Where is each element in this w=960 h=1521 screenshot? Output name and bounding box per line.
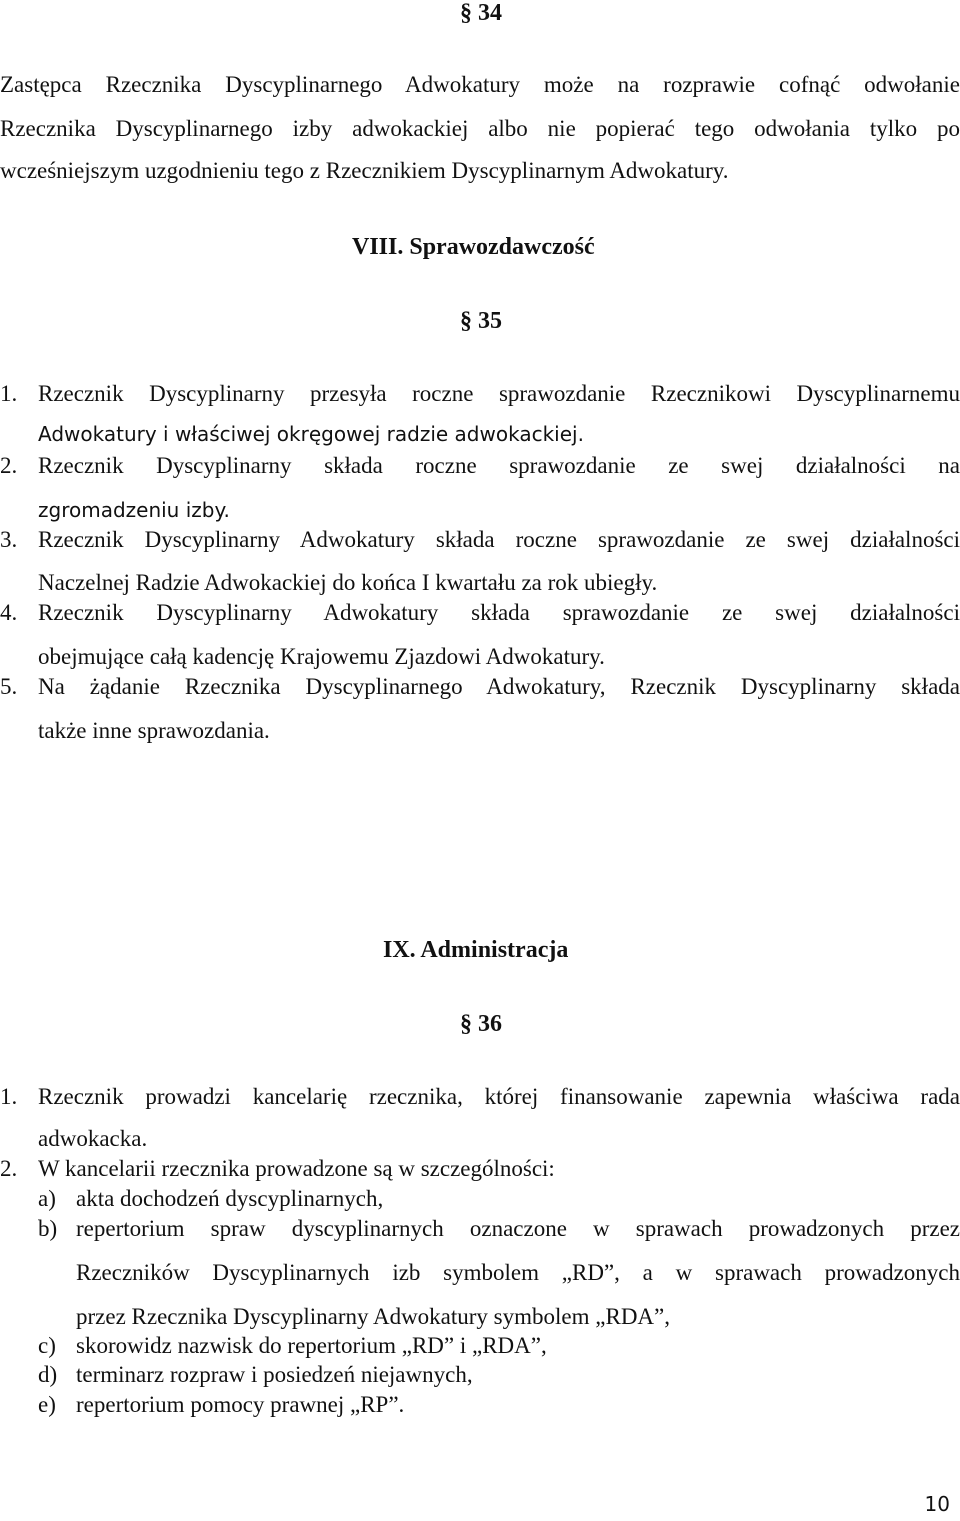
list-item [0, 674, 960, 704]
section-34-title: § 34 [460, 0, 502, 26]
sub-item-label: e) [38, 1392, 56, 1417]
section-34-line-1: Zastępca Rzecznika Dyscyplinarnego Adwokatury może na rozprawie cofnąć odwołanie [0, 72, 960, 97]
item-text: Rzecznik Dyscyplinarny Adwokatury składa roczne sprawozdanie ze swej działalności [38, 527, 960, 552]
item-text: Na żądanie Rzecznika Dyscyplinarnego Adwokatury, Rzecznik Dyscyplinarny składa [38, 674, 960, 699]
sub-item-label: a) [38, 1186, 56, 1211]
item-number: 5. [0, 674, 18, 699]
item-text: W kancelarii rzecznika prowadzone są w szczególności: [38, 1156, 555, 1181]
item-number: 1. [0, 1084, 18, 1109]
item-text: Rzecznik Dyscyplinarny Adwokatury składa sprawozdanie ze swej działalności [38, 600, 960, 625]
item-continuation: zgromadzeniu izby. [38, 498, 230, 522]
item-text: Rzecznik prowadzi kancelarię rzecznika, której finansowanie zapewnia właściwa rada [38, 1084, 960, 1109]
sub-item-label: d) [38, 1362, 58, 1387]
section-36-title: § 36 [460, 1011, 502, 1037]
item-continuation: także inne sprawozdania. [38, 718, 270, 743]
sub-item-text: repertorium spraw dyscyplinarnych oznaczone w sprawach prowadzonych przez [76, 1216, 960, 1241]
list-item [0, 453, 960, 483]
item-number: 4. [0, 600, 18, 625]
item-number: 2. [0, 453, 18, 478]
sub-item-d [0, 1362, 960, 1392]
list-item [0, 381, 960, 411]
sub-item-text: skorowidz nazwisk do repertorium „RD” i „RDA”, [76, 1333, 547, 1358]
item-continuation: Adwokatury i właściwej okręgowej radzie adwokackiej. [38, 422, 584, 446]
item-continuation: adwokacka. [38, 1126, 148, 1151]
sub-item-b [0, 1216, 960, 1246]
sub-item-text: repertorium pomocy prawnej „RP”. [76, 1392, 405, 1417]
sub-item-label: c) [38, 1333, 56, 1358]
list-item [0, 600, 960, 630]
sub-item-label: b) [38, 1216, 58, 1241]
list-item [0, 1156, 960, 1186]
sub-item-text: akta dochodzeń dyscyplinarnych, [76, 1186, 384, 1211]
chapter-8-heading: VIII. Sprawozdawczość [352, 234, 595, 260]
section-34-line-3: wcześniejszym uzgodnieniu tego z Rzecznikiem Dyscyplinarnym Adwokatury. [0, 158, 729, 183]
list-item [0, 527, 960, 557]
sub-item-continuation: Rzeczników Dyscyplinarnych izb symbolem „RD”, a w sprawach prowadzonych [76, 1260, 960, 1285]
item-text: Rzecznik Dyscyplinarny przesyła roczne sprawozdanie Rzecznikowi Dyscyplinarnemu [38, 381, 960, 406]
sub-item-text: terminarz rozpraw i posiedzeń niejawnych, [76, 1362, 473, 1387]
item-number: 3. [0, 527, 18, 552]
item-continuation: Naczelnej Radzie Adwokackiej do końca I kwartału za rok ubiegły. [38, 570, 658, 595]
sub-item-e [0, 1392, 960, 1422]
item-continuation: obejmujące całą kadencję Krajowemu Zjazdowi Adwokatury. [38, 644, 605, 669]
item-number: 2. [0, 1156, 18, 1181]
section-35-title: § 35 [460, 308, 502, 334]
sub-item-continuation: przez Rzecznika Dyscyplinarny Adwokatury symbolem „RDA”, [76, 1304, 670, 1329]
item-number: 1. [0, 381, 18, 406]
list-item [0, 1084, 960, 1114]
chapter-9-heading: IX. Administracja [383, 937, 569, 963]
section-34-line-2: Rzecznika Dyscyplinarnego izby adwokackiej albo nie popierać tego odwołania tylko po [0, 116, 960, 141]
sub-item-a [0, 1186, 960, 1216]
sub-item-c [0, 1333, 960, 1363]
item-text: Rzecznik Dyscyplinarny składa roczne sprawozdanie ze swej działalności na [38, 453, 960, 478]
page-number: 10 [924, 1492, 950, 1516]
